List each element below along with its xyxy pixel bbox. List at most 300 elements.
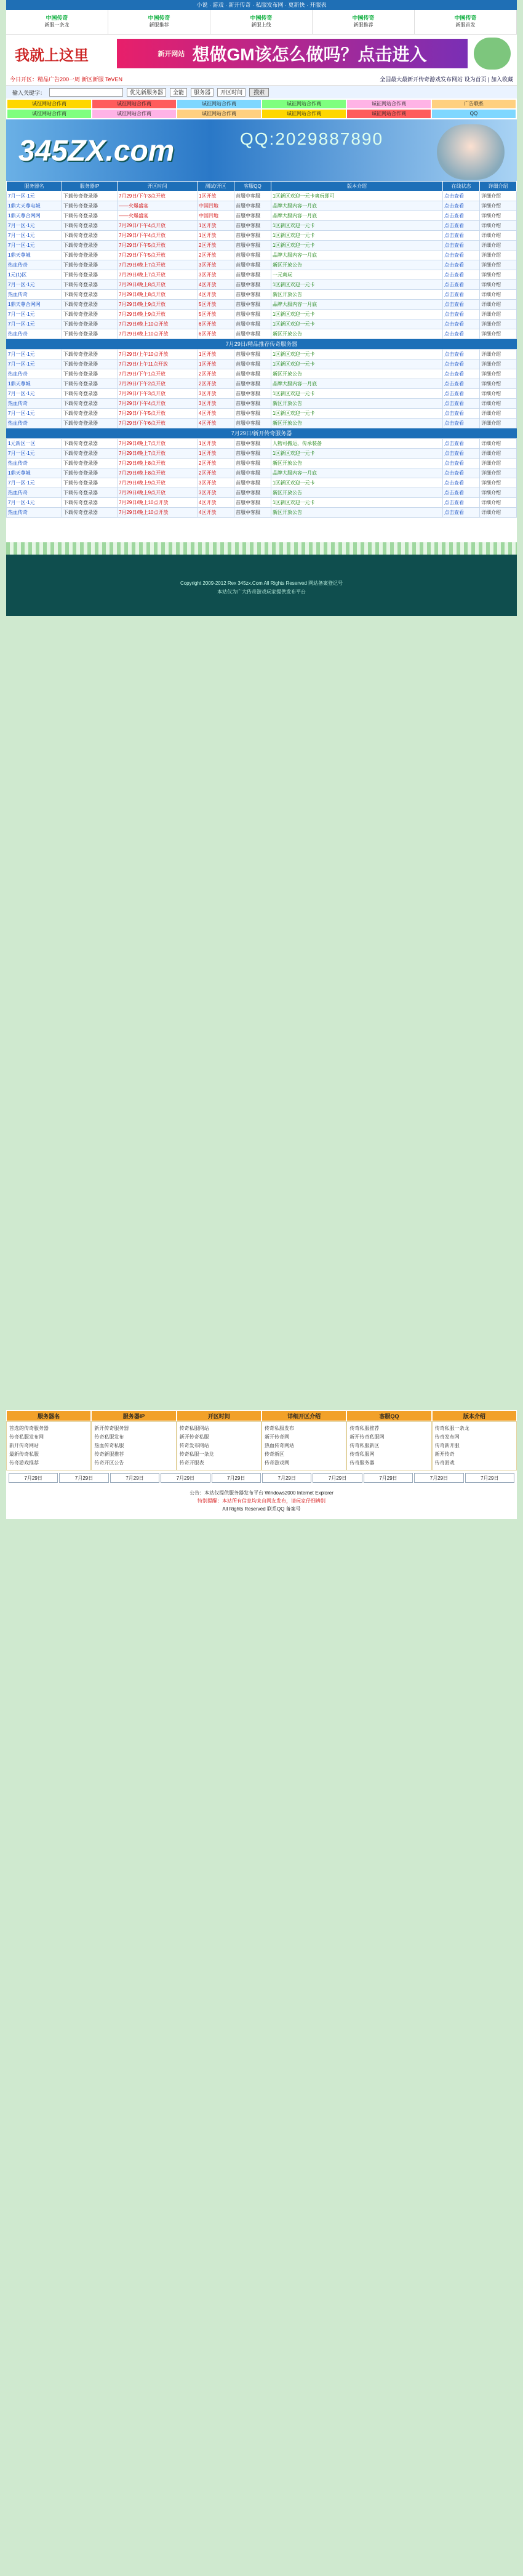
table-cell[interactable]: 详细介绍 bbox=[480, 241, 517, 251]
table-cell[interactable]: 下载传奇登录器 bbox=[62, 389, 118, 399]
table-cell[interactable]: 下载传奇登录器 bbox=[62, 221, 118, 231]
table-cell[interactable]: 详细介绍 bbox=[480, 419, 517, 428]
search-input[interactable] bbox=[49, 88, 123, 97]
table-cell[interactable]: 下载传奇登录器 bbox=[62, 241, 118, 251]
bottom-list-item[interactable]: 新开传奇 bbox=[434, 1451, 455, 1457]
table-cell[interactable]: 下载传奇登录器 bbox=[62, 439, 118, 449]
table-cell[interactable]: 下载传奇登录器 bbox=[62, 379, 118, 389]
table-cell[interactable]: 下载传奇登录器 bbox=[62, 409, 118, 419]
bottom-list-item[interactable]: 传奇新开服 bbox=[434, 1443, 460, 1448]
table-cell[interactable]: 下载传奇登录器 bbox=[62, 459, 118, 468]
table-cell: 7月29日/下午1点开放 bbox=[118, 369, 198, 379]
table-cell[interactable]: 热血传奇 bbox=[7, 329, 62, 339]
table-cell: 首服中客服 bbox=[234, 319, 271, 329]
table-cell[interactable]: 下载传奇登录器 bbox=[62, 449, 118, 459]
table-cell[interactable]: 点击查看 bbox=[443, 201, 480, 211]
table-cell[interactable]: 详细介绍 bbox=[480, 280, 517, 290]
table-cell: 首服中客服 bbox=[234, 389, 271, 399]
nav-item[interactable]: 诚征网站合作商 bbox=[92, 110, 176, 118]
table-cell: 新区开放公告 bbox=[271, 488, 443, 498]
date-cell[interactable]: 7月29日 bbox=[59, 1473, 108, 1483]
table-cell[interactable]: 下载传奇登录器 bbox=[62, 359, 118, 369]
table-cell: 1区开放 bbox=[198, 191, 234, 201]
server-table-1 bbox=[6, 181, 517, 339]
table-cell: 1区新区欢迎一元卡 bbox=[271, 241, 443, 251]
banner bbox=[6, 34, 517, 73]
table-cell[interactable]: 下载传奇登录器 bbox=[62, 319, 118, 329]
nav-item[interactable]: 诚征网站合作商 bbox=[7, 100, 91, 108]
table-cell[interactable]: 点击查看 bbox=[443, 231, 480, 241]
table-cell: 首服中客服 bbox=[234, 498, 271, 508]
table-cell[interactable]: 点击查看 bbox=[443, 359, 480, 369]
table-cell[interactable]: 热血传奇 bbox=[7, 369, 62, 379]
table-cell[interactable]: 7月一区·1元 bbox=[7, 241, 62, 251]
bottom-list-item[interactable]: 新开传奇私服网 bbox=[349, 1434, 385, 1440]
ad-title: 中国传奇 bbox=[352, 15, 375, 21]
ad-cell[interactable] bbox=[108, 10, 210, 34]
table-cell: 1区开放 bbox=[198, 359, 234, 369]
table-header: 服务器名 bbox=[7, 182, 62, 191]
nav-item[interactable]: 广告联系 bbox=[432, 100, 516, 108]
table-cell[interactable]: 点击查看 bbox=[443, 449, 480, 459]
table-cell: 7月29日/上午11点开放 bbox=[118, 359, 198, 369]
table-cell[interactable]: 点击查看 bbox=[443, 241, 480, 251]
table-cell[interactable]: 下载传奇登录器 bbox=[62, 399, 118, 409]
table-cell[interactable]: 详细介绍 bbox=[480, 231, 517, 241]
table-cell[interactable]: 点击查看 bbox=[443, 329, 480, 339]
table-cell: 首服中客服 bbox=[234, 191, 271, 201]
table-cell[interactable]: 点击查看 bbox=[443, 419, 480, 428]
table-cell[interactable]: 点击查看 bbox=[443, 260, 480, 270]
table-cell: 1区新区欢迎一元卡 bbox=[271, 359, 443, 369]
table-cell[interactable]: 7月一区·1元 bbox=[7, 409, 62, 419]
table-cell[interactable]: 详细介绍 bbox=[480, 329, 517, 339]
table-cell: 首服中客服 bbox=[234, 251, 271, 260]
date-cell[interactable]: 7月29日 bbox=[9, 1473, 58, 1483]
table-cell[interactable]: 详细介绍 bbox=[480, 270, 517, 280]
info-line bbox=[6, 73, 517, 86]
table-cell[interactable]: 点击查看 bbox=[443, 459, 480, 468]
site-logo[interactable]: 我就上这里 bbox=[15, 46, 89, 64]
date-cell[interactable]: 7月29日 bbox=[262, 1473, 311, 1483]
table-cell[interactable]: 热血传奇 bbox=[7, 459, 62, 468]
table-cell[interactable]: 下载传奇登录器 bbox=[62, 270, 118, 280]
table-cell: 首服中客服 bbox=[234, 399, 271, 409]
table-row bbox=[7, 439, 517, 449]
table-cell: 6区开放 bbox=[198, 319, 234, 329]
table-cell[interactable]: 下载传奇登录器 bbox=[62, 350, 118, 359]
table-row bbox=[7, 201, 517, 211]
table-row bbox=[7, 221, 517, 231]
bottom-list-item[interactable]: 最新传奇私服 bbox=[9, 1451, 39, 1457]
table-cell[interactable]: 1鼎天尊合网网 bbox=[7, 300, 62, 310]
table-cell[interactable]: 7月一区·1元 bbox=[7, 319, 62, 329]
table-cell[interactable]: 详细介绍 bbox=[480, 379, 517, 389]
table-cell[interactable]: 下载传奇登录器 bbox=[62, 191, 118, 201]
table-cell: 2区开放 bbox=[198, 369, 234, 379]
table-cell[interactable]: 详细介绍 bbox=[480, 350, 517, 359]
table-cell: 1区新区欢迎一元卡 bbox=[271, 319, 443, 329]
table-cell[interactable]: 详细介绍 bbox=[480, 409, 517, 419]
table-cell[interactable]: 详细介绍 bbox=[480, 468, 517, 478]
table-cell[interactable]: 1鼎天尊城 bbox=[7, 468, 62, 478]
bottom-list-item[interactable]: 新开传奇私服 bbox=[179, 1434, 209, 1440]
table-row bbox=[7, 498, 517, 508]
table-cell[interactable]: 点击查看 bbox=[443, 350, 480, 359]
table-cell: 2区开放 bbox=[198, 379, 234, 389]
nav-item[interactable]: 诚征网站合作商 bbox=[177, 100, 261, 108]
table-cell[interactable]: 点击查看 bbox=[443, 280, 480, 290]
table-cell[interactable]: 7月一区·1元 bbox=[7, 310, 62, 319]
nav-item[interactable]: 诚征网站合作商 bbox=[92, 100, 176, 108]
table-cell: 首服中客服 bbox=[234, 449, 271, 459]
table-cell[interactable]: 7月一区·1元 bbox=[7, 359, 62, 369]
table-row bbox=[7, 468, 517, 478]
table-cell[interactable]: 7月一区·1元 bbox=[7, 478, 62, 488]
ad-title: 中国传奇 bbox=[454, 15, 477, 21]
table-cell: 首服中客服 bbox=[234, 280, 271, 290]
table-cell[interactable]: 下载传奇登录器 bbox=[62, 231, 118, 241]
table-cell: 4区开放 bbox=[198, 409, 234, 419]
bottom-list bbox=[177, 1421, 262, 1471]
table-cell[interactable]: 下载传奇登录器 bbox=[62, 468, 118, 478]
date-cell[interactable]: 7月29日 bbox=[465, 1473, 514, 1483]
table-cell[interactable]: 7月一区·1元 bbox=[7, 231, 62, 241]
table-row bbox=[7, 399, 517, 409]
table-cell: 7月29日/晚上9点开放 bbox=[118, 478, 198, 488]
info-right[interactable]: 全国最大最新开传奇游戏发布网站 设为首页 | 加入收藏 bbox=[380, 76, 513, 82]
table-cell[interactable]: 热血传奇 bbox=[7, 399, 62, 409]
bottom-head: 版本介绍 bbox=[432, 1410, 517, 1421]
table-cell[interactable]: 下载传奇登录器 bbox=[62, 290, 118, 300]
ad-cell[interactable] bbox=[313, 10, 415, 34]
bottom-list-item[interactable]: 传奇新区 bbox=[264, 1451, 284, 1457]
table-cell[interactable]: 7月一区·1元 bbox=[7, 191, 62, 201]
nav-item[interactable]: 诚征网站合作商 bbox=[177, 110, 261, 118]
table-cell[interactable]: 下载传奇登录器 bbox=[62, 280, 118, 290]
footer-band bbox=[6, 555, 517, 616]
table-cell: 1区新区欢迎一元卡 bbox=[271, 449, 443, 459]
pattern-strip bbox=[6, 542, 517, 555]
table-cell: 7月29日/晚上7点开放 bbox=[118, 439, 198, 449]
search-button[interactable]: 搜索 bbox=[249, 88, 269, 97]
date-cell[interactable]: 7月29日 bbox=[212, 1473, 261, 1483]
table-cell[interactable]: 详细介绍 bbox=[480, 399, 517, 409]
date-cell[interactable]: 7月29日 bbox=[364, 1473, 413, 1483]
table-cell[interactable]: 1鼎天尊城 bbox=[7, 379, 62, 389]
table-cell[interactable]: 详细介绍 bbox=[480, 211, 517, 221]
bottom-list-item[interactable]: 传奇游戏网 bbox=[264, 1460, 289, 1466]
table-cell[interactable]: 下载传奇登录器 bbox=[62, 251, 118, 260]
search-select-3[interactable]: 服务器 bbox=[191, 88, 214, 97]
table-cell[interactable]: 下载传奇登录器 bbox=[62, 310, 118, 319]
table-cell[interactable]: 1元(1)区 bbox=[7, 270, 62, 280]
table-cell[interactable]: 1鼎大天尊电城 bbox=[7, 201, 62, 211]
table-cell: 4区开放 bbox=[198, 280, 234, 290]
nav-item[interactable]: 诚征网站合作商 bbox=[347, 110, 431, 118]
table-cell: 首服中客服 bbox=[234, 468, 271, 478]
table-cell: 首服中客服 bbox=[234, 260, 271, 270]
bottom-list-item[interactable]: 热血传奇私服 bbox=[94, 1443, 124, 1448]
bottom-list-item[interactable]: 传奇新服推荐 bbox=[94, 1451, 124, 1457]
table-cell[interactable]: 1鼎天尊合网网 bbox=[7, 211, 62, 221]
table-cell: 5区开放 bbox=[198, 310, 234, 319]
copyright-line-3: All Rights Reserved 联系QQ 备案号 bbox=[222, 1506, 301, 1512]
table-cell[interactable]: 点击查看 bbox=[443, 221, 480, 231]
table-cell[interactable]: 点击查看 bbox=[443, 498, 480, 508]
table-cell: 人物可搬运，传承装备 bbox=[271, 439, 443, 449]
table-cell: 首服中客服 bbox=[234, 290, 271, 300]
table-cell[interactable]: 详细介绍 bbox=[480, 260, 517, 270]
ad-cell[interactable] bbox=[210, 10, 313, 34]
table-cell[interactable]: 详细介绍 bbox=[480, 201, 517, 211]
table-row bbox=[7, 270, 517, 280]
table-cell[interactable]: 7月一区·1元 bbox=[7, 449, 62, 459]
table-cell[interactable]: 点击查看 bbox=[443, 319, 480, 329]
table-cell[interactable]: 点击查看 bbox=[443, 409, 480, 419]
table-row bbox=[7, 260, 517, 270]
table-cell[interactable]: 点击查看 bbox=[443, 251, 480, 260]
table-cell: 1区开放 bbox=[198, 231, 234, 241]
bottom-list-item[interactable]: 传奇私服一条龙 bbox=[434, 1426, 469, 1431]
bottom-list-item[interactable]: 热血传奇网站 bbox=[264, 1443, 294, 1448]
sky-banner bbox=[6, 119, 517, 181]
table-cell: 4区开放 bbox=[198, 290, 234, 300]
table-cell: 新区开放公告 bbox=[271, 459, 443, 468]
search-select-2[interactable]: 全能 bbox=[170, 88, 187, 97]
table-cell[interactable]: 详细介绍 bbox=[480, 290, 517, 300]
table-cell: 3区开放 bbox=[198, 488, 234, 498]
table-cell: 2区开放 bbox=[198, 459, 234, 468]
gm-ad-banner[interactable] bbox=[117, 39, 468, 68]
nav-grid bbox=[6, 98, 517, 119]
bottom-list-item[interactable]: 传奇私服发布网 bbox=[9, 1434, 44, 1440]
table-cell[interactable]: 点击查看 bbox=[443, 508, 480, 518]
table-cell: 首服中客服 bbox=[234, 369, 271, 379]
table-cell[interactable]: 点击查看 bbox=[443, 379, 480, 389]
table-cell[interactable]: 详细介绍 bbox=[480, 488, 517, 498]
table-cell: 7月29日/晚上7点开放 bbox=[118, 270, 198, 280]
bottom-list-item[interactable]: 传奇私服网站 bbox=[179, 1426, 209, 1431]
table-cell[interactable]: 详细介绍 bbox=[480, 498, 517, 508]
bottom-head: 开区时间 bbox=[177, 1410, 262, 1421]
ad-row bbox=[6, 10, 517, 34]
table-cell[interactable]: 详细介绍 bbox=[480, 359, 517, 369]
table-cell: 1区新区欢迎一元卡爽玩即可 bbox=[271, 191, 443, 201]
table-cell[interactable]: 下载传奇登录器 bbox=[62, 260, 118, 270]
table-cell: 7月29日/晚上9点开放 bbox=[118, 488, 198, 498]
table-cell[interactable]: 点击查看 bbox=[443, 300, 480, 310]
ad-cell[interactable] bbox=[6, 10, 108, 34]
bottom-list-item[interactable]: 传奇私服发布 bbox=[94, 1434, 124, 1440]
table-cell[interactable]: 点击查看 bbox=[443, 310, 480, 319]
bottom-list-item[interactable]: 传奇私服新区 bbox=[349, 1443, 380, 1448]
table-cell[interactable]: 详细介绍 bbox=[480, 300, 517, 310]
table-cell: 3区开放 bbox=[198, 478, 234, 488]
table-cell[interactable]: 7月一区·1元 bbox=[7, 221, 62, 231]
table-cell[interactable]: 1鼎天尊城 bbox=[7, 251, 62, 260]
table-cell: 6区开放 bbox=[198, 329, 234, 339]
table-cell[interactable]: 下载传奇登录器 bbox=[62, 369, 118, 379]
bottom-list-item[interactable]: 传奇开区公告 bbox=[94, 1460, 124, 1466]
table-cell: 首服中客服 bbox=[234, 478, 271, 488]
table-cell[interactable]: 点击查看 bbox=[443, 389, 480, 399]
bottom-list-item[interactable]: 传奇游戏 bbox=[434, 1460, 455, 1466]
table-cell[interactable]: 详细介绍 bbox=[480, 439, 517, 449]
table-cell[interactable]: 下载传奇登录器 bbox=[62, 498, 118, 508]
nav-item[interactable]: QQ bbox=[432, 110, 516, 118]
table-row bbox=[7, 241, 517, 251]
nav-item[interactable]: 诚征网站合作商 bbox=[347, 100, 431, 108]
table-cell[interactable]: 下载传奇登录器 bbox=[62, 508, 118, 518]
table-cell[interactable]: 热血传奇 bbox=[7, 508, 62, 518]
table-cell[interactable]: 详细介绍 bbox=[480, 369, 517, 379]
sky-qq: QQ:2029887890 bbox=[240, 129, 384, 148]
table-cell[interactable]: 点击查看 bbox=[443, 399, 480, 409]
table-cell: 1区开放 bbox=[198, 439, 234, 449]
table-cell: 中国凹地 bbox=[198, 211, 234, 221]
bottom-list-item[interactable]: 传奇私服推荐 bbox=[349, 1426, 380, 1431]
bottom-list-item[interactable]: 传奇开服表 bbox=[179, 1460, 204, 1466]
table-cell[interactable]: 详细介绍 bbox=[480, 319, 517, 329]
table-cell[interactable]: 详细介绍 bbox=[480, 449, 517, 459]
table-cell: 7月29日/下午3点开放 bbox=[118, 191, 198, 201]
server-table-3 bbox=[6, 438, 517, 518]
gm-ad-text: 想做GM该怎么做吗？点击进入 bbox=[192, 45, 427, 64]
bottom-list-item[interactable]: 传奇私服一条龙 bbox=[179, 1451, 214, 1457]
table-cell[interactable]: 点击查看 bbox=[443, 478, 480, 488]
table-cell[interactable]: 下载传奇登录器 bbox=[62, 201, 118, 211]
table-cell[interactable]: 详细介绍 bbox=[480, 310, 517, 319]
table-cell[interactable]: 详细介绍 bbox=[480, 191, 517, 201]
table-cell: 品牌大服内容一月底 bbox=[271, 201, 443, 211]
table-cell: 7月29日/晚上8点开放 bbox=[118, 290, 198, 300]
bottom-list-item[interactable]: 传奇发布网站 bbox=[179, 1443, 209, 1448]
bottom-list-item[interactable]: 新开传奇网 bbox=[264, 1434, 289, 1440]
table-cell: 首服中客服 bbox=[234, 508, 271, 518]
table-cell: 7月29日/晚上8点开放 bbox=[118, 468, 198, 478]
info-left[interactable]: 今日开区：精品广告200一周 新区新服 TeVEN bbox=[10, 76, 123, 82]
bottom-column-heads bbox=[6, 1410, 517, 1421]
date-cell[interactable]: 7月29日 bbox=[161, 1473, 210, 1483]
date-cell[interactable]: 7月29日 bbox=[414, 1473, 463, 1483]
table-cell[interactable]: 详细介绍 bbox=[480, 508, 517, 518]
table-cell[interactable]: 热血传奇 bbox=[7, 488, 62, 498]
table-row bbox=[7, 508, 517, 518]
ad-title: 中国传奇 bbox=[148, 15, 170, 21]
table-cell[interactable]: 详细介绍 bbox=[480, 389, 517, 399]
table-header: 服务器IP bbox=[62, 182, 118, 191]
table-cell: 新区开放公告 bbox=[271, 329, 443, 339]
bottom-list bbox=[262, 1421, 346, 1471]
table-cell[interactable]: 下载传奇登录器 bbox=[62, 329, 118, 339]
table-cell[interactable]: 详细介绍 bbox=[480, 221, 517, 231]
table-cell: 首服中客服 bbox=[234, 329, 271, 339]
table-cell[interactable]: 下载传奇登录器 bbox=[62, 300, 118, 310]
table-row bbox=[7, 290, 517, 300]
top-notice: 小说 · 游戏 · 新开传奇 · 私服发布网 · 更新快 · 开服表 bbox=[6, 0, 517, 10]
table-cell: 首服中客服 bbox=[234, 359, 271, 369]
table-cell[interactable]: 热血传奇 bbox=[7, 290, 62, 300]
nav-item[interactable]: 诚征网站合作商 bbox=[262, 110, 346, 118]
table-header: 客服QQ bbox=[234, 182, 271, 191]
bottom-list-item[interactable]: 首选的传奇服务器 bbox=[9, 1426, 49, 1431]
table-row bbox=[7, 369, 517, 379]
date-cell[interactable]: 7月29日 bbox=[110, 1473, 159, 1483]
table-cell[interactable]: 点击查看 bbox=[443, 191, 480, 201]
table-cell: 7月29日/晚上7点开放 bbox=[118, 260, 198, 270]
table-cell: 首服中客服 bbox=[234, 241, 271, 251]
bottom-list bbox=[91, 1421, 176, 1471]
bottom-list-item[interactable]: 新开传奇服务器 bbox=[94, 1426, 129, 1431]
table-cell[interactable]: 7月一区·1元 bbox=[7, 498, 62, 508]
table-cell[interactable]: 下载传奇登录器 bbox=[62, 211, 118, 221]
bottom-list bbox=[432, 1421, 517, 1471]
nav-item[interactable]: 诚征网站合作商 bbox=[262, 100, 346, 108]
table-cell[interactable]: 点击查看 bbox=[443, 439, 480, 449]
search-select-1[interactable]: 优先新服务器 bbox=[127, 88, 166, 97]
table-cell: 首服中客服 bbox=[234, 201, 271, 211]
bottom-head: 客服QQ bbox=[346, 1410, 431, 1421]
table-cell[interactable]: 下载传奇登录器 bbox=[62, 419, 118, 428]
page bbox=[6, 0, 517, 616]
ad-sub: 新服推荐 bbox=[149, 22, 169, 28]
table-cell[interactable]: 热血传奇 bbox=[7, 260, 62, 270]
table-cell[interactable]: 7月一区·1元 bbox=[7, 280, 62, 290]
nav-item[interactable]: 诚征网站合作商 bbox=[7, 110, 91, 118]
table-cell[interactable]: 点击查看 bbox=[443, 211, 480, 221]
table-cell: 新区开放公告 bbox=[271, 369, 443, 379]
table-cell[interactable]: 点击查看 bbox=[443, 270, 480, 280]
table-cell: 7月29日/晚上8点开放 bbox=[118, 459, 198, 468]
bottom-list-item[interactable]: 传奇发布网 bbox=[434, 1434, 460, 1440]
table-cell[interactable]: 下载传奇登录器 bbox=[62, 488, 118, 498]
ad-sub: 新服上线 bbox=[251, 22, 271, 28]
bottom-list-item[interactable]: 新开传奇网站 bbox=[9, 1443, 39, 1448]
table-cell[interactable]: 点击查看 bbox=[443, 468, 480, 478]
table-cell[interactable]: 7月一区·1元 bbox=[7, 350, 62, 359]
table-cell: 7月29日/晚上7点开放 bbox=[118, 449, 198, 459]
table-cell[interactable]: 7月一区·1元 bbox=[7, 389, 62, 399]
copyright-line-2: 特别提醒：本站所有信息均来自网友发布，请玩家仔细辨别 bbox=[198, 1498, 325, 1504]
table-cell: 首服中客服 bbox=[234, 350, 271, 359]
table-cell[interactable]: 点击查看 bbox=[443, 290, 480, 300]
table-row bbox=[7, 310, 517, 319]
table-cell[interactable]: 点击查看 bbox=[443, 369, 480, 379]
table-header: 详细介绍 bbox=[480, 182, 517, 191]
search-select-4[interactable]: 开区时间 bbox=[217, 88, 246, 97]
bottom-list-item[interactable]: 传奇私服网 bbox=[349, 1451, 375, 1457]
table-cell: 1区新区欢迎一元卡 bbox=[271, 498, 443, 508]
table-cell[interactable]: 下载传奇登录器 bbox=[62, 478, 118, 488]
table-cell: 中国凹地 bbox=[198, 201, 234, 211]
table-cell[interactable]: 详细介绍 bbox=[480, 478, 517, 488]
bottom-list-item[interactable]: 传奇服务器 bbox=[349, 1460, 375, 1466]
bottom-list-item[interactable]: 传奇游戏推荐 bbox=[9, 1460, 39, 1466]
fairy-image bbox=[437, 124, 505, 180]
table-cell[interactable]: 热血传奇 bbox=[7, 419, 62, 428]
table-cell: 7月29日/晚上10点开放 bbox=[118, 498, 198, 508]
bottom-list-item[interactable]: 传奇私服发布 bbox=[264, 1426, 294, 1431]
table-cell: 7月29日/下午6点开放 bbox=[118, 419, 198, 428]
table-cell[interactable]: 点击查看 bbox=[443, 488, 480, 498]
ad-cell[interactable] bbox=[415, 10, 517, 34]
date-cell[interactable]: 7月29日 bbox=[313, 1473, 362, 1483]
table-cell[interactable]: 详细介绍 bbox=[480, 459, 517, 468]
table-cell[interactable]: 详细介绍 bbox=[480, 251, 517, 260]
table-row bbox=[7, 350, 517, 359]
table-cell[interactable]: 1元新区一区 bbox=[7, 439, 62, 449]
